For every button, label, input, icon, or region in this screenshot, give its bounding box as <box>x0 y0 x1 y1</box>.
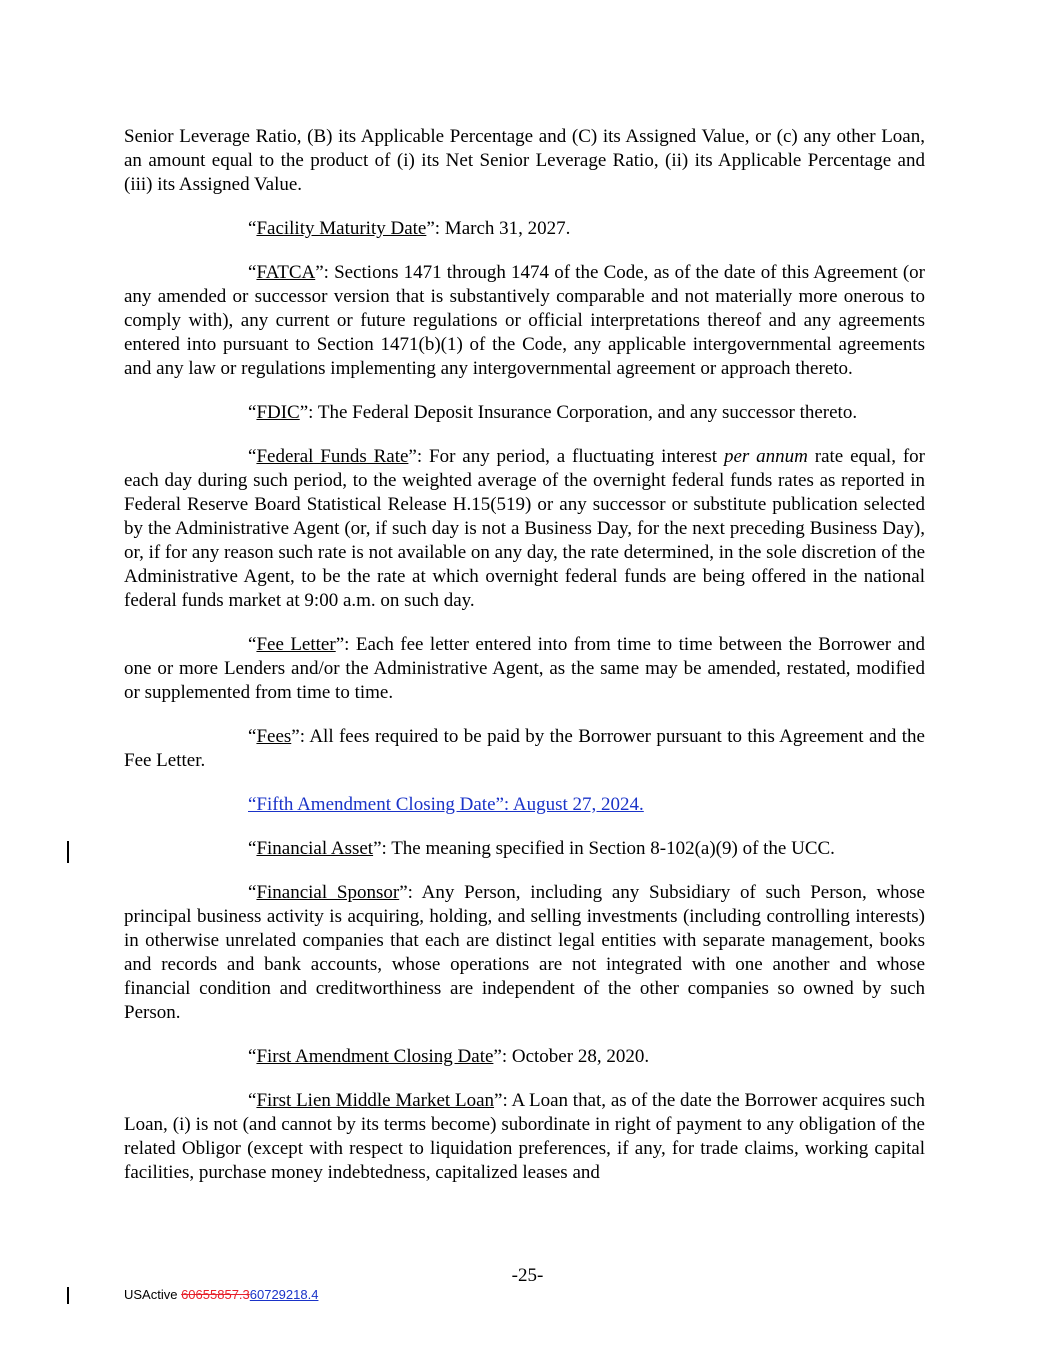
document-id-footer <box>124 1287 318 1302</box>
quote-close: ” <box>315 262 324 283</box>
definition-fee-letter <box>124 633 925 705</box>
quote-open: “ <box>248 726 257 747</box>
definition-text-continued: rate equal, for each day during such period, to the weighted average of the overnight federal funds rates as reported in Federal Reserve Board Statistical Release H.15(519) or any successor or substitute publication selected by the Administrative Agent (or, if such day is not a Business Day, for the next preceding Business Day), or, if for any reason such rate is not available on any day, the rate determined, in the sole discretion of the Administrative Agent, to be the rate at which overnight federal funds are being offered in the national federal funds market at 9:00 a.m. on such day. <box>124 446 926 611</box>
definition-text: : All fees required to be paid by the Borrower pursuant to this Agreement and the Fee Letter. <box>124 726 925 771</box>
defined-term: Facility Maturity Date <box>256 218 427 239</box>
change-bar-fifth-amendment <box>67 841 69 863</box>
definition-text: : Any Person, including any Subsidiary of such Person, whose principal business activity is acquiring, holding, and selling investments (including controlling interests) in otherwise unrelated companies that each are distinct legal entities with separate management, books and records and bank accounts, whose operations are not integrated with one another and whose financial condition and creditworthiness are independent of the other companies so owned by such Person. <box>124 882 925 1023</box>
italic-phrase: per annum <box>723 446 808 467</box>
definition-text: : October 28, 2020. <box>501 1046 650 1067</box>
defined-term: First Lien Middle Market Loan <box>256 1090 495 1111</box>
definition-fdic <box>124 401 925 425</box>
quote-open: “ <box>248 218 257 239</box>
quote-open: “ <box>248 882 257 903</box>
definition-first-lien-middle-market-loan <box>124 1089 925 1185</box>
defined-term: FDIC <box>256 402 300 423</box>
definition-first-amendment-closing-date <box>124 1045 925 1069</box>
definition-text: : The meaning specified in Section 8-102(a)(9) of the UCC. <box>381 838 835 859</box>
defined-term: Fees <box>256 726 292 747</box>
added-document-id: 60729218.4 <box>249 1287 319 1302</box>
definition-fifth-amendment-closing-date <box>124 793 925 817</box>
definition-fees <box>124 725 925 773</box>
definition-fatca <box>124 261 925 381</box>
quote-open: “ <box>248 1090 257 1111</box>
quote-open: “ <box>248 402 257 423</box>
definition-text: : March 31, 2027. <box>434 218 571 239</box>
change-bar-footer <box>67 1287 69 1304</box>
defined-term: Financial Asset <box>256 838 374 859</box>
definition-financial-sponsor <box>124 881 925 1025</box>
deleted-document-id: 60655857.3 <box>181 1287 250 1302</box>
continuation-text: Senior Leverage Ratio, (B) its Applicable Percentage and (C) its Assigned Value, or (c) any other Loan, an amount equal to the product of (i) its Net Senior Leverage Ratio, (ii) its Applicable Percentage and (iii) its Assigned Value. <box>124 126 925 195</box>
defined-term: FATCA <box>256 262 316 283</box>
definition-facility-maturity-date <box>124 217 925 241</box>
defined-term: Federal Funds Rate <box>256 446 409 467</box>
definition-text: : A Loan that, as of the date the Borrower acquires such Loan, (i) is not (and cannot by its terms become) subordinate in right of payment to any obligation of the related Obligor (except with respect to liquidation preferences, if any, for trade claims, working capital facilities, purchase money indebtedness, capitalized leases and <box>124 1090 925 1183</box>
quote-close: ” <box>291 726 300 747</box>
quote-open: “ <box>248 446 257 467</box>
quote-open: “ <box>248 1046 257 1067</box>
quote-close: ” <box>373 838 382 859</box>
definition-financial-asset <box>124 837 925 861</box>
quote-open: “ <box>248 838 257 859</box>
page-number: -25- <box>511 1265 544 1286</box>
quote-close: ” <box>299 402 309 423</box>
quote-open: “ <box>248 634 257 655</box>
quote-close: ” <box>399 882 408 903</box>
definition-federal-funds-rate <box>124 445 925 613</box>
paragraph-continuation <box>124 125 925 197</box>
definition-text: : The Federal Deposit Insurance Corporation, and any successor thereto. <box>308 402 858 423</box>
defined-term: First Amendment Closing Date <box>256 1046 494 1067</box>
quote-close: ” <box>493 1046 502 1067</box>
quote-close: ” <box>494 1090 503 1111</box>
quote-close: ” <box>335 634 345 655</box>
quote-open: “ <box>248 262 257 283</box>
definition-text: : For any period, a fluctuating interest <box>416 446 724 467</box>
quote-close: ” <box>408 446 417 467</box>
defined-term: Fee Letter <box>256 634 336 655</box>
quote-close: ” <box>426 218 435 239</box>
definition-text: : Each fee letter entered into from time to time between the Borrower and one or more Lenders and/or the Administrative Agent, as the same may be amended, restated, modified or supplemented from time to time. <box>124 634 925 703</box>
inserted-text: “Fifth Amendment Closing Date”: August 27, 2024. <box>248 794 644 815</box>
defined-term: Financial Sponsor <box>256 882 400 903</box>
document-body <box>124 125 925 1205</box>
footer-prefix: USActive <box>124 1287 182 1302</box>
definition-text: : Sections 1471 through 1474 of the Code, as of the date of this Agreement (or any amended or successor version that is substantively comparable and not materially more onerous to comply with), any current or future regulations or official interpretations thereof and any agreements entered into pursuant to Section 1471(b)(1) of the Code, any applicable intergovernmental agreements and any law or regulations implementing any intergovernmental agreement or approach thereto. <box>124 262 925 379</box>
